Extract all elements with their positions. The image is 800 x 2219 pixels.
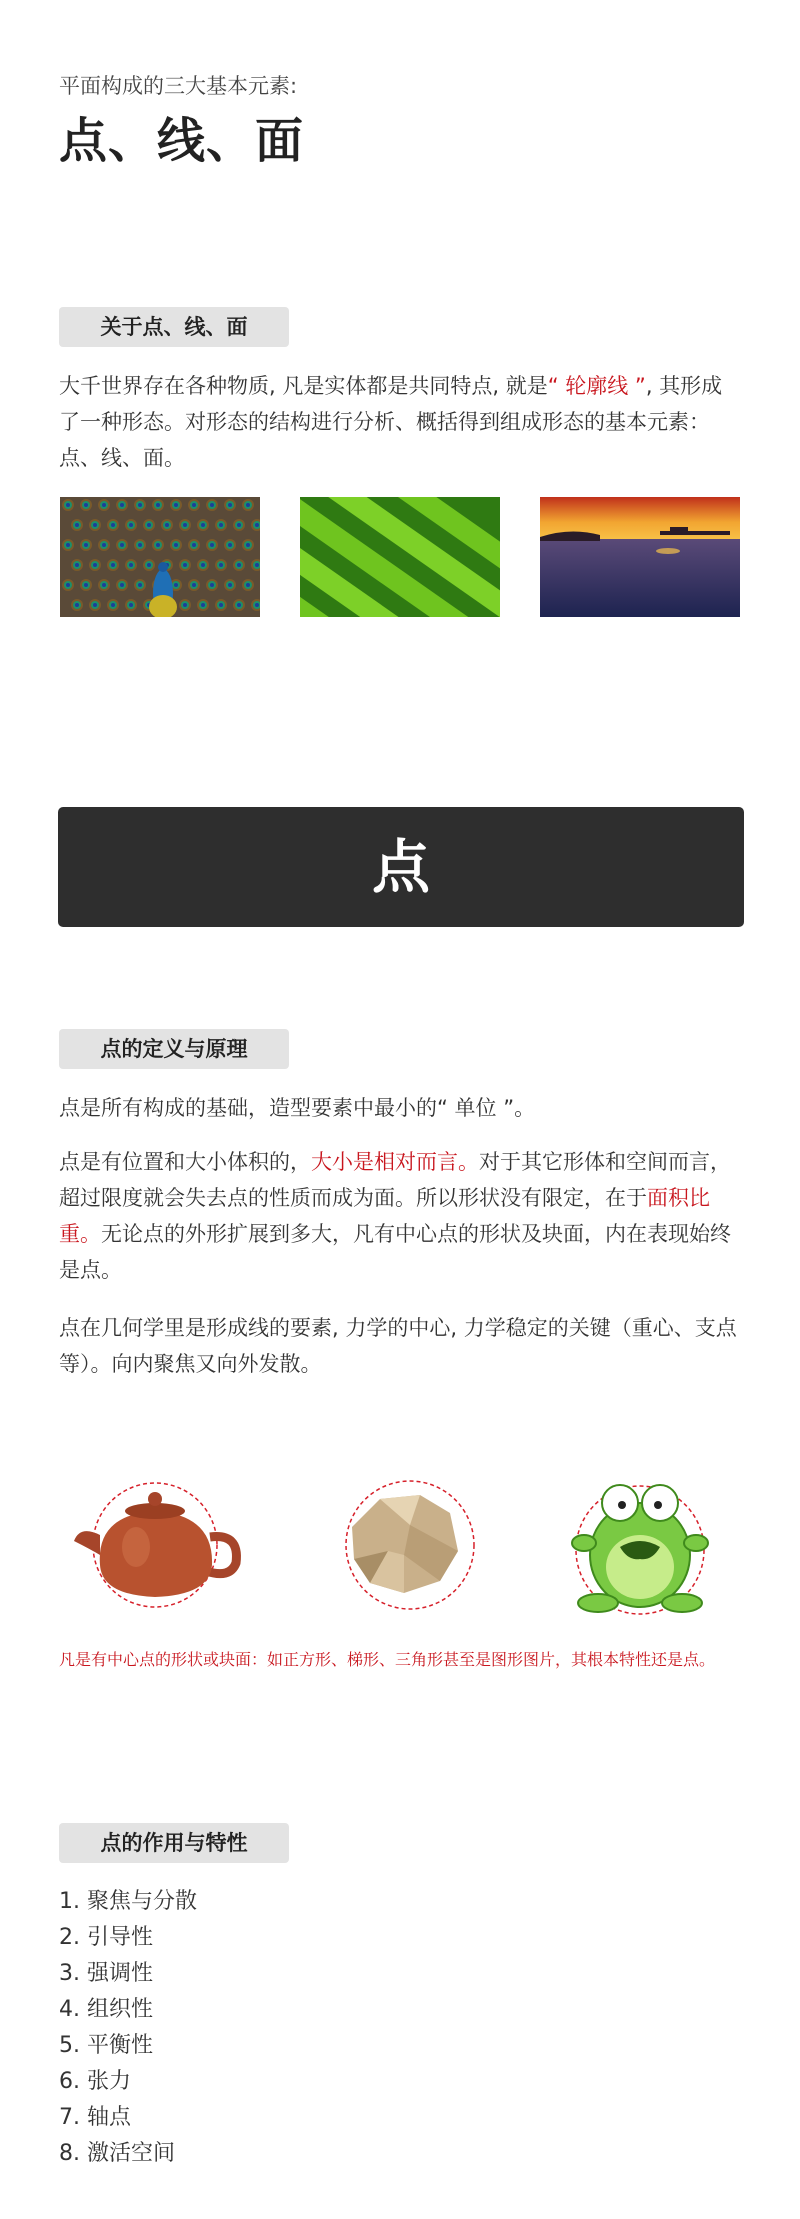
def-highlight-1: 大小是相对而言。 <box>311 1150 479 1174</box>
list-item: 3. 强调性 <box>59 1961 153 1986</box>
intro-text-a: 大千世界存在各种物质, 凡是实体都是共同特点, 就是 <box>59 374 548 398</box>
definition-paragraph-3: 点在几何学里是形成线的要素, 力学的中心, 力学稳定的关键（重心、支点等）。向内聚焦又向外发散。 <box>59 1316 737 1376</box>
list-item: 8. 激活空间 <box>59 2141 175 2166</box>
intro-text-b: , 其形成了一种形态。对形态的结构进行分析、概括得到组成形态的基本元素：点、线、面。 <box>59 374 723 470</box>
intro-paragraph <box>59 368 743 476</box>
green-leaf-image <box>300 497 500 617</box>
cartoon-frog-image <box>540 1455 740 1635</box>
definition-paragraph-2 <box>59 1144 743 1288</box>
teapot-image <box>60 1455 260 1635</box>
list-item: 1. 聚焦与分散 <box>59 1889 197 1914</box>
list-item: 7. 轴点 <box>59 2105 131 2130</box>
objects-caption: 凡是有中心点的形状或块面：如正方形、梯形、三角形甚至是图形图片，其根本特性还是点。 <box>59 1650 716 1669</box>
list-item: 4. 组织性 <box>59 1997 153 2022</box>
features-list <box>59 1884 459 2172</box>
def-text-a: 点是有位置和大小体积的， <box>59 1150 311 1174</box>
list-item: 2. 引导性 <box>59 1925 153 1950</box>
crumpled-paper-image <box>300 1455 500 1635</box>
section-tag-definition: 点的定义与原理 <box>59 1029 289 1069</box>
def-text-c: 无论点的外形扩展到多大，凡有中心点的形状及块面，内在表现始终是点。 <box>59 1222 731 1282</box>
page-subtitle: 平面构成的三大基本元素: <box>59 74 298 98</box>
def-text-b: 对于其它形体和空间而言，超过限度就会失去点的性质而成为面。所以形状没有限定，在于 <box>59 1150 731 1210</box>
def-highlight-2: 面积比重。 <box>59 1186 710 1246</box>
list-item: 5. 平衡性 <box>59 2033 153 2058</box>
list-item: 6. 张力 <box>59 2069 131 2094</box>
section-banner-point: 点 <box>58 807 744 927</box>
section-tag-features: 点的作用与特性 <box>59 1823 289 1863</box>
definition-paragraph-1: 点是所有构成的基础，造型要素中最小的“ 单位 ”。 <box>59 1096 536 1120</box>
peacock-image <box>60 497 260 617</box>
section-tag-intro: 关于点、线、面 <box>59 307 289 347</box>
intro-highlight: “ 轮廓线 ” <box>547 374 646 398</box>
sunset-image <box>540 497 740 617</box>
page-title: 点、线、面 <box>59 113 305 169</box>
